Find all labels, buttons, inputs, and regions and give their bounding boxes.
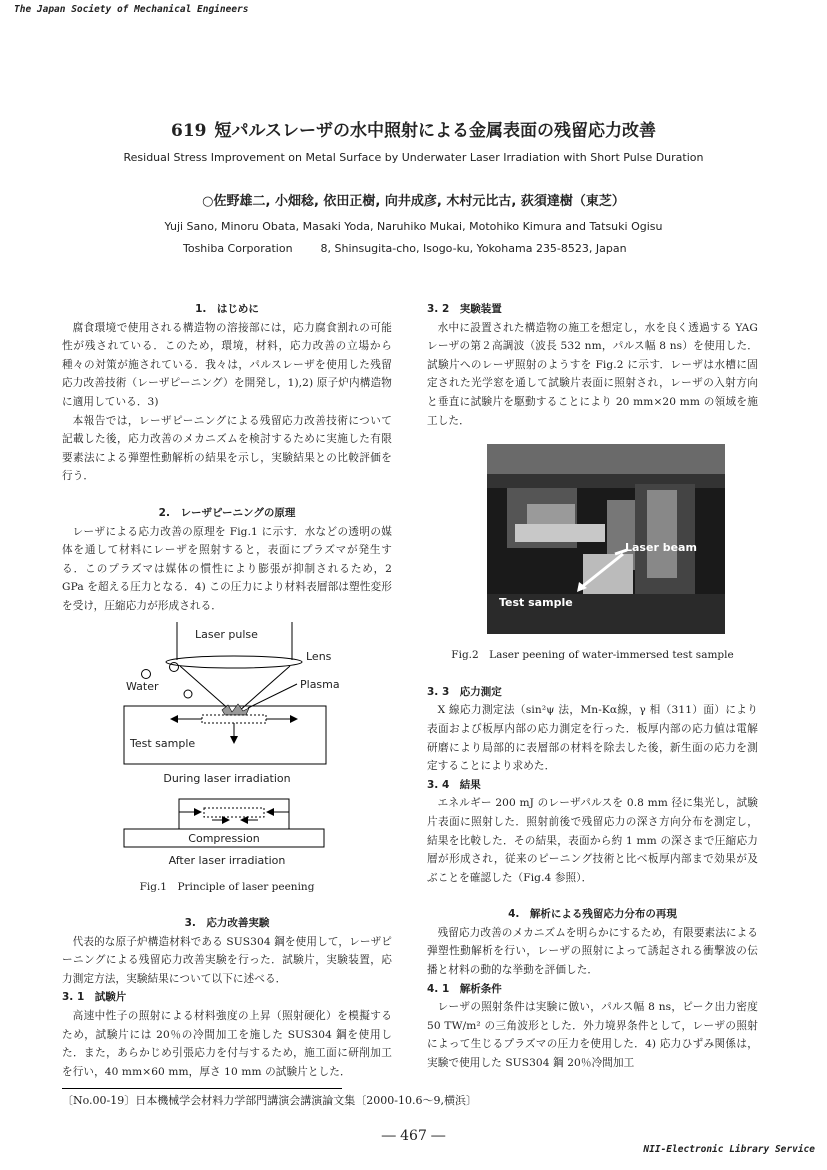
- paragraph: 腐食環境で使用される構造物の溶接部には，応力腐食割れの可能性が残されている．このため，環境，材料，応力改善の立場から種々の対策が施されている．我々は，パルスレーザを使用した残留応力改善技術（レーザピーニング）を開発し，1),2) 原子炉内構造物に適用している．3): [62, 321, 392, 408]
- paper-title-text: 短パルスレーザの水中照射による金属表面の残留応力改善: [214, 121, 656, 141]
- label-test-sample: Test sample: [130, 736, 196, 750]
- paragraph: X 線応力測定法（sin²ψ 法，Mn-Kα線，γ 相（311）面）により表面および板厚内部の応力測定を行った．板厚内部の応力値は電解研磨により局部的に表層部の材料を除去した後，新生面の応力を測定することにより求めた．: [427, 704, 758, 773]
- figure-1: [62, 622, 392, 878]
- paper-title: [0, 116, 827, 141]
- left-column: [62, 300, 392, 1081]
- paper-number: 619: [171, 121, 207, 141]
- section-heading: 4. 解析による残留応力分布の再現: [508, 908, 677, 921]
- subsection-heading: 3. 4 結果: [427, 778, 481, 791]
- paragraph: 高速中性子の照射による材料強度の上昇（照射硬化）を模擬するため，試験片には 20％の冷間加工を施した SUS304 鋼を使用した．また，あらかじめ引張応力を付与するため，施工面に研削加工を行い，40 mm×60 mm，厚さ 10 mm の試験片とした．: [62, 1010, 392, 1078]
- proceedings-citation: 〔No.00-19〕日本機械学会材料力学部門講演会講演論文集〔2000-10.6～9,横浜〕: [62, 1094, 477, 1107]
- footnote-rule: [62, 1088, 342, 1089]
- label-after: After laser irradiation: [168, 853, 286, 867]
- paper-title-en: Residual Stress Improvement on Metal Surface by Underwater Laser Irradiation with Short Pulse Duration: [123, 151, 704, 164]
- paragraph: レーザによる応力改善の原理を Fig.1 に示す．水などの透明の媒体を通して材料にレーザを照射すると，表面にプラズマが発生する．このプラズマは媒体の慣性により膨張が抑制されるため，2 GPa を超える圧力となる．4) この圧力により材料表層部は塑性変形を受け，圧縮応力が形成される．: [62, 525, 392, 612]
- paragraph: 水中に設置された構造物の施工を想定し，水を良く透過する YAG レーザの第２高調波（波長 532 nm，パルス幅 8 ns）を使用した．試験片へのレーザ照射のようすを Fig.2 に示す．レーザは水槽に固定された光学窓を通して試験片表面に照射され，レーザの入射方向と垂直に試験片を駆動することにより 20 mm×20 mm の領域を施工した．: [427, 321, 758, 427]
- figure-2-photo: [487, 444, 725, 634]
- journal-header: The Japan Society of Mechanical Engineers: [14, 4, 249, 15]
- label-compression: Compression: [188, 831, 260, 845]
- section-heading: 2. レーザピーニングの原理: [158, 506, 296, 519]
- figure-2-caption: Fig.2 Laser peening of water-immersed test sample: [451, 649, 734, 662]
- authors-en: Yuji Sano, Minoru Obata, Masaki Yoda, Naruhiko Mukai, Motohiko Kimura and Tatsuki Ogisu: [164, 220, 663, 233]
- label-lens: Lens: [306, 649, 332, 663]
- authors-jp: ○佐野雄二, 小畑稔, 依田正樹, 向井成彦, 木村元比古, 荻須達樹（東芝）: [202, 194, 625, 209]
- subsection-heading: 4. 1 解析条件: [427, 982, 502, 995]
- paragraph: レーザの照射条件は実験に倣い，パルス幅 8 ns，ピーク出力密度 50 TW/m² の三角波形とした．外力境界条件として，レーザの照射によって生じるプラズマの圧力を使用した．4) 応力ひずみ関係は，実験で使用した SUS304 鋼 20％冷間加工: [427, 1001, 758, 1070]
- page-number: ― 467 ―: [381, 1128, 446, 1144]
- label-test-sample: Test sample: [499, 596, 573, 610]
- subsection-heading: 3. 2 実験装置: [427, 303, 502, 315]
- section-heading: 1. はじめに: [195, 303, 259, 315]
- label-during: During laser irradiation: [163, 771, 291, 785]
- figure-1-caption: Fig.1 Principle of laser peening: [139, 880, 315, 893]
- paragraph: 代表的な原子炉構造材料である SUS304 鋼を使用して，レーザピーニングによる残留応力改善実験を行った．試験片，実験装置，応力測定方法，実験結果について以下に述べる．: [62, 935, 392, 985]
- right-column: [427, 300, 758, 1073]
- paragraph: 本報告では，レーザピーニングによる残留応力改善技術について記載した後，応力改善のメカニズムを検討するために実施した有限要素法による弾塑性動解析の結果を示し，実験結果との比較評価を行う．: [62, 414, 392, 483]
- label-laser-pulse: Laser pulse: [195, 627, 258, 641]
- label-laser-beam: Laser beam: [625, 541, 697, 555]
- paragraph: エネルギー 200 mJ のレーザパルスを 0.8 mm 径に集光し，試験片表面に照射した．照射前後で残留応力の深さ方向分布を測定し，結果を比較した．その結果，表面から約 1 mm の深さまで圧縮応力層が形成され，従来のピーニング技術と比べ板厚内部まで効果が及ぶことを確認した（Fig.4 参照）．: [427, 797, 758, 884]
- subsection-heading: 3. 3 応力測定: [427, 685, 502, 698]
- paragraph: 残留応力改善のメカニズムを明らかにするため，有限要素法による弾塑性動解析を行い，レーザの照射によって誘起される衝撃波の伝播と材料の動的な挙動を評価した．: [427, 926, 758, 977]
- affiliation: Toshiba Corporation 8, Shinsugita-cho, Isogo-ku, Yokohama 235-8523, Japan: [183, 242, 627, 255]
- section-heading: 3. 応力改善実験: [184, 917, 270, 930]
- label-water: Water: [126, 679, 159, 693]
- library-footer: NII-Electronic Library Service: [643, 1144, 815, 1155]
- subsection-heading: 3. 1 試験片: [62, 991, 127, 1004]
- label-plasma: Plasma: [300, 677, 340, 691]
